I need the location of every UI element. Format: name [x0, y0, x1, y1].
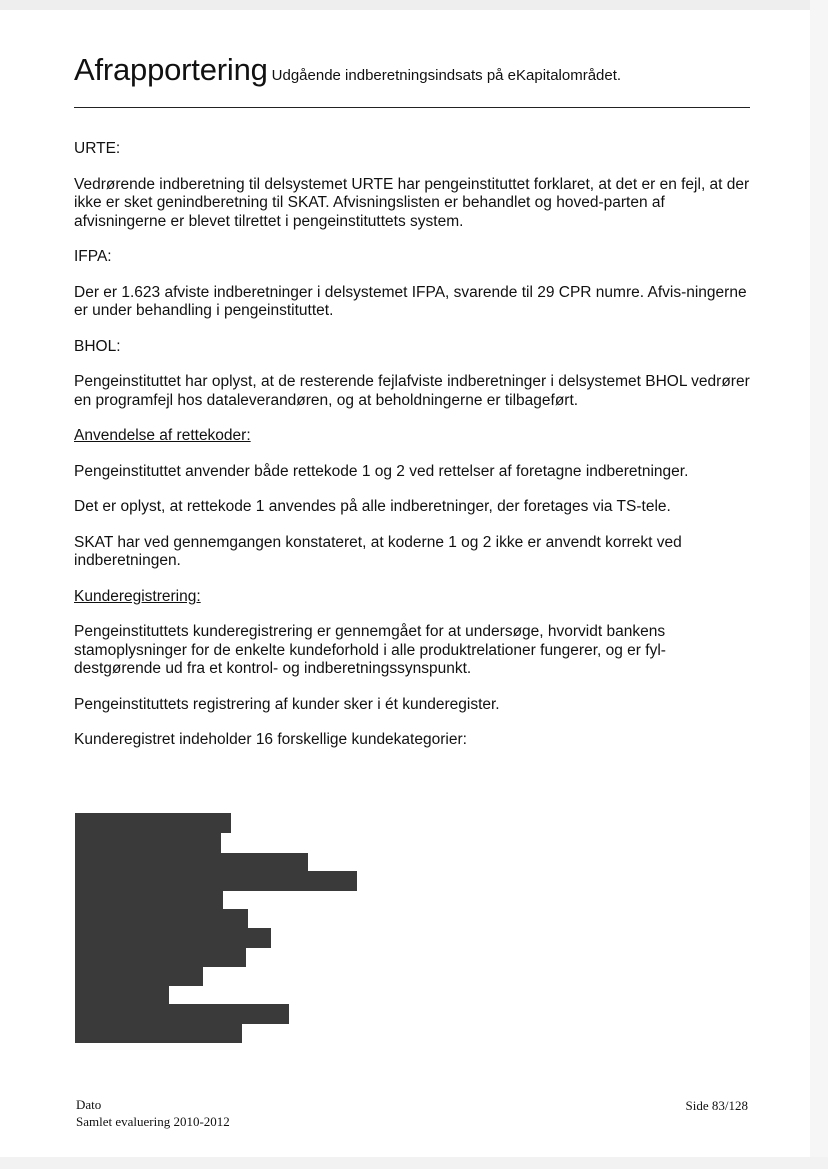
paragraph-kunde-3: Kunderegistret indeholder 16 forskellige kundekategorier: [74, 731, 467, 748]
redaction-block [75, 986, 169, 1004]
redaction-block [75, 813, 231, 833]
paragraph-rettekoder-3: SKAT har ved gennemgangen konstateret, at koderne 1 og 2 ikke er anvendt korrekt ved indberetningen. [74, 533, 682, 569]
redaction-block [75, 891, 223, 909]
scan-bottom-edge [0, 1157, 828, 1169]
redaction-block [75, 967, 203, 986]
page-header [74, 52, 754, 88]
paragraph-rettekoder-1: Pengeinstituttet anvender både rettekode 1 og 2 ved rettelser af foretagne indberetninger. [74, 462, 689, 480]
section-heading-ifpa: IFPA: [74, 248, 112, 265]
redaction-block [75, 909, 248, 928]
scan-top-edge [0, 0, 828, 10]
paragraph-urte: Vedrørende indberetning til delsystemet URTE har pengeinstituttet forklaret, at det er en fejl, at der ikke er sket genindberetning til SKAT. Afvisningslisten er behandlet og hoved-parten af afvisningerne er blevet tilrettet i pengeinstituttets system. [74, 175, 750, 230]
footer-report-name: Samlet evaluering 2010-2012 [76, 1114, 230, 1129]
page-number: Side 83/128 [685, 1098, 748, 1113]
document-body [74, 140, 750, 767]
page-title: Afrapportering [74, 52, 268, 87]
redaction-block [75, 871, 357, 891]
header-rule [74, 107, 750, 108]
redaction-block [75, 833, 221, 853]
section-heading-rettekoder [74, 427, 750, 446]
redaction-block [75, 1024, 242, 1043]
rettekoder-heading-text: Anvendelse af rettekoder: [74, 427, 251, 444]
paragraph-kunde-2: Pengeinstituttets registrering af kunder sker i ét kunderegister. [74, 695, 500, 713]
footer-date-label: Dato [76, 1097, 102, 1112]
paragraph-ifpa: Der er 1.623 afviste indberetninger i delsystemet IFPA, svarende til 29 CPR numre. Afvis-ningerne er under behandling i pengeinstituttet. [74, 283, 747, 319]
redaction-block [75, 948, 246, 967]
paragraph-rettekoder-2: Det er oplyst, at rettekode 1 anvendes på alle indberetninger, der foretages via TS-tele. [74, 498, 671, 515]
kunde-heading-text: Kunderegistrering: [74, 587, 201, 605]
section-heading-bhol: BHOL: [74, 337, 121, 355]
redaction-block [75, 1004, 289, 1024]
page-subtitle: Udgående indberetningsindsats på eKapitalområdet. [271, 67, 622, 84]
section-heading-urte: URTE: [74, 140, 121, 157]
redaction-block [75, 928, 271, 948]
paragraph-bhol: Pengeinstituttet har oplyst, at de resterende fejlafviste indberetninger i delsystemet BHOL vedrører en programfejl hos dataleverandøren, og at beholdningerne er tilbageført. [74, 373, 750, 409]
scan-right-edge [810, 0, 828, 1169]
redaction-block [75, 853, 308, 871]
footer-left [76, 1096, 230, 1130]
section-heading-kunderegistrering [74, 588, 750, 607]
paragraph-kunde-1: Pengeinstituttets kunderegistrering er gennemgået for at undersøge, hvorvidt bankens stamoplysninger for de enkelte kundeforhold i alle produktrelationer fungerer, og er fyl-destgørende ud fra et kontrol- og indberetningssynspunkt. [74, 623, 666, 677]
